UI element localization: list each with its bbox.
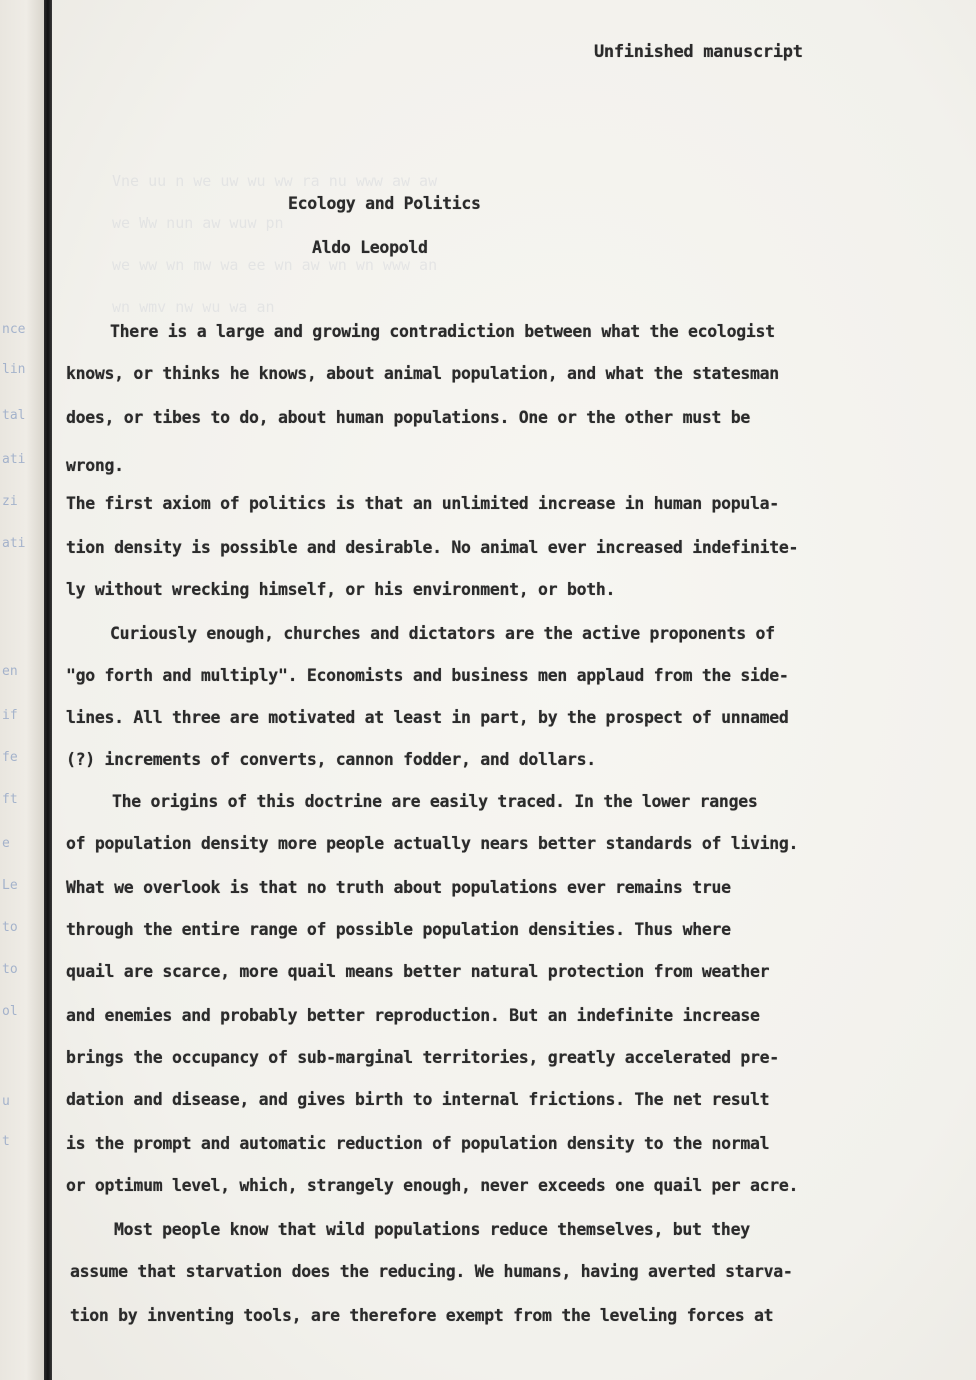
text-line: does, or tibes to do, about human populations. One or the other must be <box>66 408 751 427</box>
adjacent-page-edge: nce lin tal ati zi ati en if fe ft e Le to to ol u t <box>0 0 44 1380</box>
text-line: quail are scarce, more quail means better natural protection from weather <box>66 962 770 981</box>
document-author: Aldo Leopold <box>312 238 428 257</box>
manuscript-stamp: Unfinished manuscript <box>594 42 803 62</box>
text-line: knows, or thinks he knows, about animal population, and what the statesman <box>66 364 779 383</box>
text-line: through the entire range of possible population densities. Thus where <box>66 920 731 939</box>
text-line: is the prompt and automatic reduction of population density to the normal <box>66 1134 770 1153</box>
text-line: brings the occupancy of sub-marginal territories, greatly accelerated pre- <box>66 1048 779 1067</box>
text-line: There is a large and growing contradiction between what the ecologist <box>110 322 775 341</box>
text-line: tion by inventing tools, are therefore exempt from the leveling forces at <box>70 1306 774 1325</box>
text-line: ly without wrecking himself, or his environment, or both. <box>66 580 616 599</box>
document-title: Ecology and Politics <box>288 194 481 213</box>
text-line: (?) increments of converts, cannon fodder, and dollars. <box>66 750 596 769</box>
book-gutter <box>44 0 52 1380</box>
text-line: The origins of this doctrine are easily traced. In the lower ranges <box>112 792 758 811</box>
text-line: and enemies and probably better reproduction. But an indefinite increase <box>66 1006 760 1025</box>
text-line: dation and disease, and gives birth to internal frictions. The net result <box>66 1090 770 1109</box>
text-line: Most people know that wild populations reduce themselves, but they <box>114 1220 750 1239</box>
text-line: or optimum level, which, strangely enough, never exceeds one quail per acre. <box>66 1176 799 1195</box>
text-line: lines. All three are motivated at least in part, by the prospect of unnamed <box>66 708 789 727</box>
text-line: The first axiom of politics is that an unlimited increase in human popula- <box>66 494 779 513</box>
text-line: Curiously enough, churches and dictators are the active proponents of <box>110 624 775 643</box>
text-line: tion density is possible and desirable. No animal ever increased indefinite- <box>66 538 799 557</box>
manuscript-page: Vne uu n we uw wu ww ra nu www aw aw we Ww nun aw wuw pn we ww wn mw wa ee wn aw wn wn www an wn wmv nw wu wa an Unfinished manuscript Ecology and Politics Aldo Leopold There is a large and growing contradiction between what the ecologist knows, or thinks he knows, about animal population, and what the statesman does, or tibes to do, about human populations. One or the other must be wrong. The first axiom of politics is that an unlimited increase in human popula- tion density is possible and desirable. No animal ever increased indefinite- ly without wrecking himself, or his environment, or both. Curiously enough, churches and dictators are the active proponents of "go forth and multiply". Economists and business men applaud from the side- lines. All three are motivated at least in part, by the prospect of unnamed (?) increments of converts, cannon fodder, and dollars. The origins of this doctrine are easily traced. In the lower ranges of population density more people actually nears better standards of living. What we overlook is that no truth about populations ever remains true through the entire range of possible population densities. Thus where quail are scarce, more quail means better natural protection from weather and enemies and probably better reproduction. But an indefinite increase brings the occupancy of sub-marginal territories, greatly accelerated pre- dation and disease, and gives birth to internal frictions. The net result is the prompt and automatic reduction of population density to the normal or optimum level, which, strangely enough, never exceeds one quail per acre. Most people know that wild populations reduce themselves, but they assume that starvation does the reducing. We humans, having averted starva- tion by inventing tools, are therefore exempt from the leveling forces at <box>52 0 976 1380</box>
text-line: "go forth and multiply". Economists and business men applaud from the side- <box>66 666 789 685</box>
text-line: wrong. <box>66 456 124 475</box>
text-line: assume that starvation does the reducing. We humans, having averted starva- <box>70 1262 793 1281</box>
text-line: What we overlook is that no truth about populations ever remains true <box>66 878 731 897</box>
text-line: of population density more people actually nears better standards of living. <box>66 834 799 853</box>
